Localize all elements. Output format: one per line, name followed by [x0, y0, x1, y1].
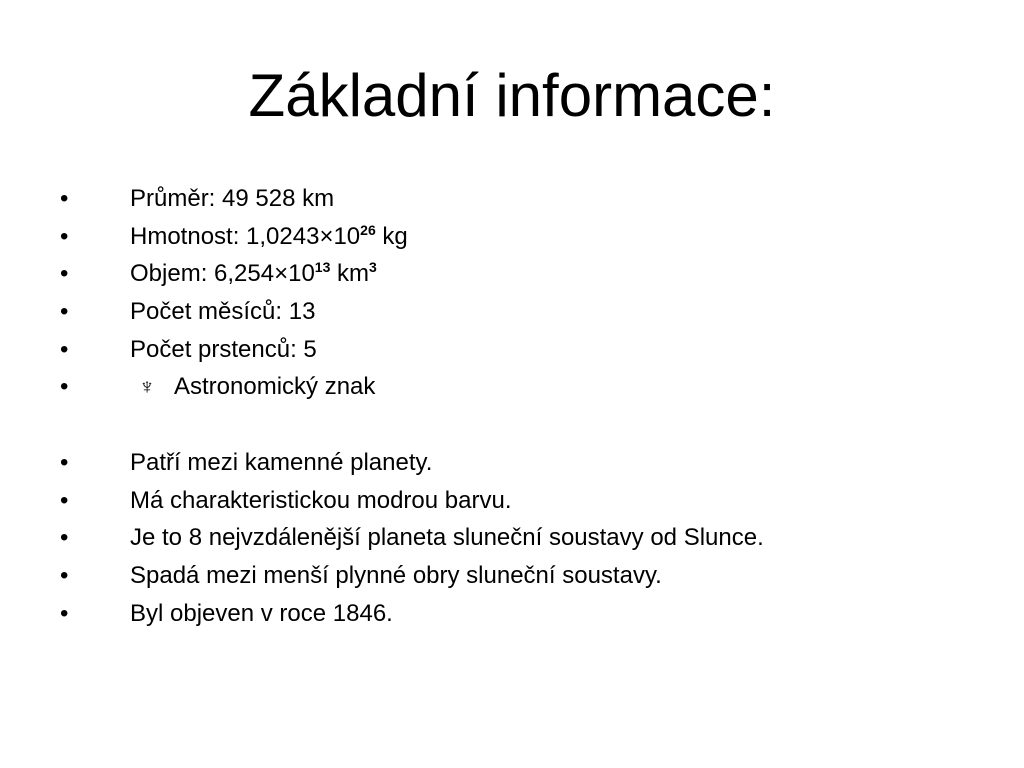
note-text: Byl objeven v roce 1846. [130, 599, 393, 627]
volume-base: Objem: 6,254×10 [130, 260, 315, 288]
symbol-label: Astronomický znak [174, 373, 376, 401]
moons-text: Počet měsíců: 13 [130, 298, 316, 326]
mass-exponent: 26 [360, 221, 376, 238]
bullet: • [60, 185, 69, 212]
list-item-note [0, 482, 1024, 520]
note-text: Spadá mezi menší plynné obry sluneční soustavy. [130, 561, 662, 589]
bullet: • [60, 335, 69, 363]
diameter-text: Průměr: 49 528 km [130, 185, 335, 212]
mass-text [130, 218, 408, 256]
list-item-note [0, 595, 1024, 633]
symbol-text [130, 368, 375, 406]
list-item-volume [0, 255, 1024, 293]
bullet: • [60, 373, 69, 401]
note-text: Je to 8 nejvzdálenější planeta sluneční soustavy od Slunce. [130, 524, 764, 552]
volume-unit-exponent: 3 [369, 259, 377, 276]
bullet: • [60, 298, 69, 326]
bullet: • [60, 599, 69, 627]
mass-unit: kg [375, 222, 408, 250]
list-item-rings [0, 331, 1024, 369]
neptune-symbol-icon: ♆ [138, 374, 156, 400]
volume-unit: km [330, 260, 370, 288]
list-item-note [0, 444, 1024, 482]
list-item-note [0, 519, 1024, 557]
bullet: • [60, 260, 69, 288]
bullet: • [60, 448, 69, 476]
list-item-note [0, 557, 1024, 595]
note-text: Má charakteristickou modrou barvu. [130, 486, 512, 514]
list-item-symbol [0, 368, 1024, 406]
list-item-diameter [0, 180, 1024, 218]
bullet: • [60, 524, 69, 552]
slide-title: Základní informace: [248, 62, 776, 129]
volume-exponent: 13 [314, 259, 331, 276]
bullet: • [60, 561, 69, 589]
note-text: Patří mezi kamenné planety. [130, 448, 433, 476]
mass-base: Hmotnost: 1,0243×10 [130, 222, 361, 250]
bullet-list [0, 180, 1024, 632]
list-item-mass [0, 218, 1024, 256]
bullet: • [60, 222, 69, 250]
rings-text: Počet prstenců: 5 [130, 335, 317, 363]
list-item-moons [0, 293, 1024, 331]
bullet: • [60, 486, 69, 514]
volume-text [130, 255, 377, 293]
